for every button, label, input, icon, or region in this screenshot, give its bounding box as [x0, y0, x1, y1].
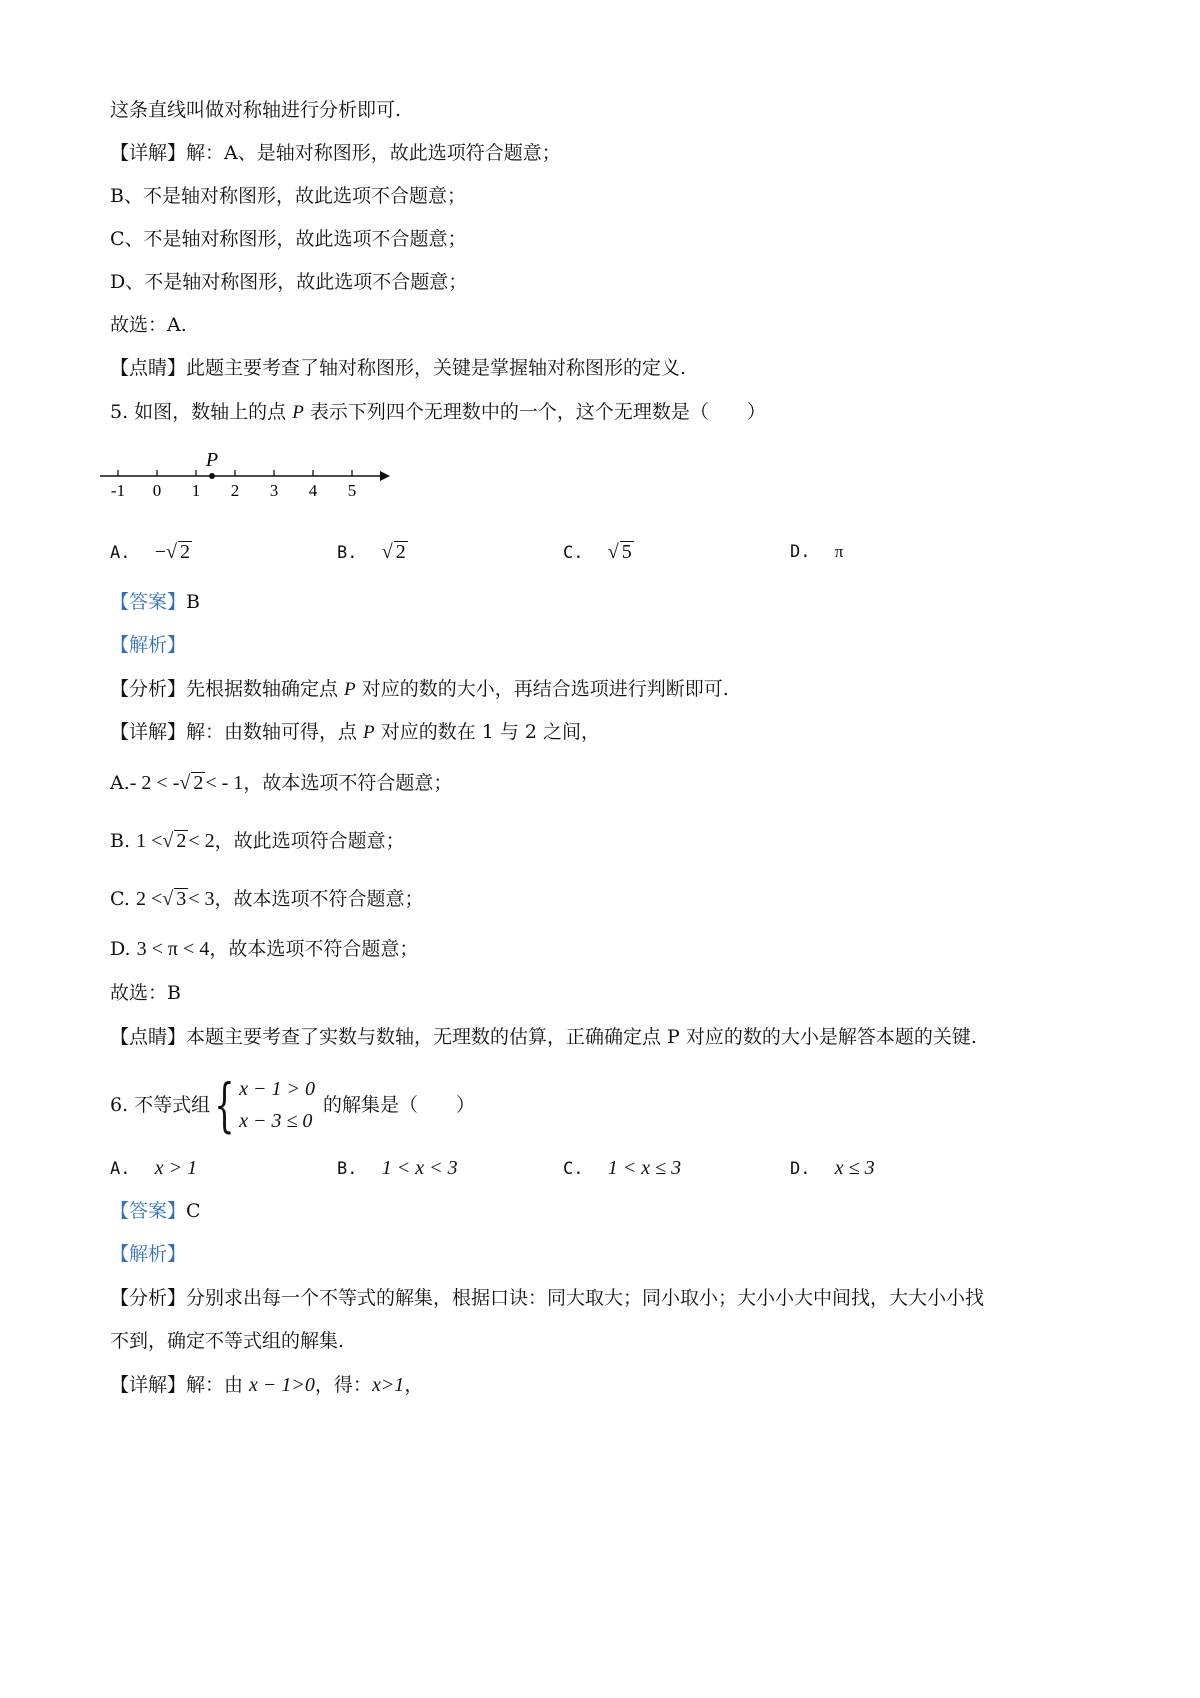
- analysis-6-heading: 【解析】: [110, 1243, 187, 1265]
- step-5a-right: < - 1: [205, 772, 244, 794]
- step-5a-label: A.: [110, 772, 130, 794]
- point-p-label: P: [205, 449, 219, 471]
- fenxi-5-var: P: [344, 679, 356, 700]
- detail-5-var: P: [363, 722, 375, 743]
- question-5-post: 表示下列四个无理数中的一个，这个无理数是（ ）: [303, 401, 766, 423]
- answer-5-tag: 【答案】: [110, 591, 187, 613]
- point-p-marker: [209, 473, 215, 479]
- q5-option-c-radicand: 5: [621, 541, 632, 563]
- q6-option-c-label: C.: [563, 1159, 584, 1179]
- tick-label: 3: [269, 481, 279, 500]
- detail-6-math-2: x>1: [371, 1374, 405, 1396]
- detail-option-c-q4: C、不是轴对称图形，故此选项不合题意；: [110, 228, 467, 250]
- q5-option-d: [790, 540, 843, 564]
- q6-option-c-value: 1 < x ≤ 3: [607, 1157, 682, 1179]
- step-5d-text: ，故本选项不符合题意；: [209, 938, 419, 960]
- detail-option-b-q4: B、不是轴对称图形，故此选项不合题意；: [110, 185, 466, 207]
- step-5d: [110, 937, 418, 961]
- fenxi-5: [110, 677, 729, 702]
- step-5a-radicand: 2: [193, 772, 204, 794]
- step-5b-text: ，故此选项符合题意；: [214, 830, 405, 852]
- question-5: [110, 400, 766, 425]
- answer-5: [110, 590, 200, 614]
- q6-option-a-label: A.: [110, 1159, 131, 1179]
- step-5b-label: B.: [110, 830, 131, 852]
- q5-option-d-label: D.: [790, 542, 811, 562]
- fenxi-6-line-2: 不到，确定不等式组的解集.: [110, 1330, 345, 1352]
- step-5b: B. 1 <√ 2 < 2，故此选项符合题意；: [110, 830, 405, 852]
- question-5-pre: 5. 如图，数轴上的点: [110, 401, 293, 423]
- q5-option-b-radicand: 2: [395, 541, 406, 563]
- step-5b-left: 1 <: [136, 830, 163, 852]
- step-5c-left: 2 <: [135, 888, 163, 910]
- step-5b-right: < 2: [188, 830, 215, 852]
- question-6-pre: 6. 不等式组: [110, 1094, 211, 1116]
- inequality-system: [239, 1073, 315, 1137]
- q5-option-b: B. √ 2: [337, 541, 406, 563]
- step-5c-label: C.: [110, 888, 130, 910]
- answer-6: [110, 1199, 201, 1223]
- choice-5: 故选：B: [110, 982, 181, 1004]
- q6-option-b: [337, 1156, 458, 1181]
- step-5a-left: - 2 < -: [129, 772, 180, 794]
- detail-5-pre: 【详解】解：由数轴可得，点: [110, 721, 364, 743]
- detail-heading-q4: 【详解】解：A、是轴对称图形，故此选项符合题意；: [110, 142, 561, 164]
- q6-option-d-value: x ≤ 3: [834, 1157, 875, 1179]
- detail-option-d-q4: D、不是轴对称图形，故此选项不合题意；: [110, 271, 468, 293]
- q6-option-a-value: x > 1: [154, 1157, 198, 1179]
- tick-label: 1: [191, 481, 201, 500]
- q5-option-c: C. √ 5: [563, 541, 632, 563]
- left-brace-icon: {: [214, 1071, 235, 1139]
- tick-label: 0: [152, 481, 162, 500]
- tick-label: 5: [347, 481, 357, 500]
- number-line: [100, 440, 410, 510]
- detail-5-post: 对应的数在 1 与 2 之间，: [374, 721, 601, 743]
- detail-6-mid: ，得：: [314, 1374, 372, 1396]
- detail-6: [110, 1373, 423, 1397]
- answer-6-tag: 【答案】: [110, 1200, 187, 1222]
- q6-option-b-label: B.: [337, 1159, 358, 1179]
- q6-option-b-value: 1 < x < 3: [381, 1157, 458, 1179]
- fenxi-5-post: 对应的数的大小，再结合选项进行判断即可.: [355, 678, 729, 700]
- step-5c-text: ，故本选项不符合题意；: [214, 888, 424, 910]
- answer-6-value: C: [186, 1200, 201, 1222]
- step-5a: A.- 2 < -√ 2 < - 1，故本选项不符合题意；: [110, 772, 453, 794]
- step-5c-right: < 3: [188, 888, 215, 910]
- fenxi-5-pre: 【分析】先根据数轴确定点: [110, 678, 345, 700]
- tick-label: 2: [230, 481, 240, 500]
- q6-option-a: [110, 1156, 197, 1181]
- q5-option-a-minus: −: [154, 541, 167, 563]
- question-5-var: P: [292, 402, 304, 423]
- step-5c-radicand: 3: [176, 888, 187, 910]
- arrow-right-icon: [380, 471, 390, 481]
- q6-option-d-label: D.: [790, 1159, 811, 1179]
- detail-6-post: ，: [404, 1374, 424, 1396]
- q5-option-c-label: C.: [563, 543, 584, 563]
- inequality-row-1: x − 1 > 0: [239, 1078, 315, 1100]
- analysis-5-heading: 【解析】: [110, 634, 187, 656]
- q5-option-d-value: π: [834, 542, 844, 561]
- q5-option-b-label: B.: [337, 543, 358, 563]
- q5-option-a-radicand: 2: [180, 541, 190, 563]
- fenxi-6-line-1: 【分析】分别求出每一个不等式的解集，根据口诀：同大取大；同小取小；大小小大中间找，大大小小找: [110, 1287, 985, 1309]
- detail-6-pre: 【详解】解：由: [110, 1374, 250, 1396]
- text-line-1: 这条直线叫做对称轴进行分析即可.: [110, 99, 402, 121]
- step-5b-radicand: 2: [176, 830, 187, 852]
- tick-label: -1: [110, 481, 126, 500]
- comment-q4: 【点睛】此题主要考查了轴对称图形，关键是掌握轴对称图形的定义.: [110, 357, 687, 379]
- question-6: [110, 1071, 475, 1139]
- question-6-post: 的解集是（ ）: [322, 1094, 475, 1116]
- q5-option-a: A. −√ 2: [110, 541, 190, 563]
- step-5a-text: ，故本选项不符合题意；: [243, 772, 453, 794]
- step-5d-expr: 3 < π < 4: [136, 938, 210, 960]
- q5-option-a-label: A.: [110, 543, 131, 563]
- answer-5-value: B: [186, 591, 200, 613]
- choice-q4: 故选：A.: [110, 314, 187, 336]
- detail-5: [110, 720, 600, 745]
- step-5c: C. 2 <√ 3 < 3，故本选项不符合题意；: [110, 888, 424, 910]
- comment-5: 【点睛】本题主要考查了实数与数轴，无理数的估算，正确确定点 P 对应的数的大小是解答本题的关键.: [110, 1026, 977, 1048]
- step-5d-label: D.: [110, 938, 131, 960]
- q6-option-d: [790, 1156, 875, 1181]
- detail-6-math-1: x − 1>0: [249, 1374, 315, 1396]
- inequality-row-2: x − 3 ≤ 0: [239, 1110, 313, 1132]
- tick-label: 4: [308, 481, 318, 500]
- q6-option-c: [563, 1156, 681, 1181]
